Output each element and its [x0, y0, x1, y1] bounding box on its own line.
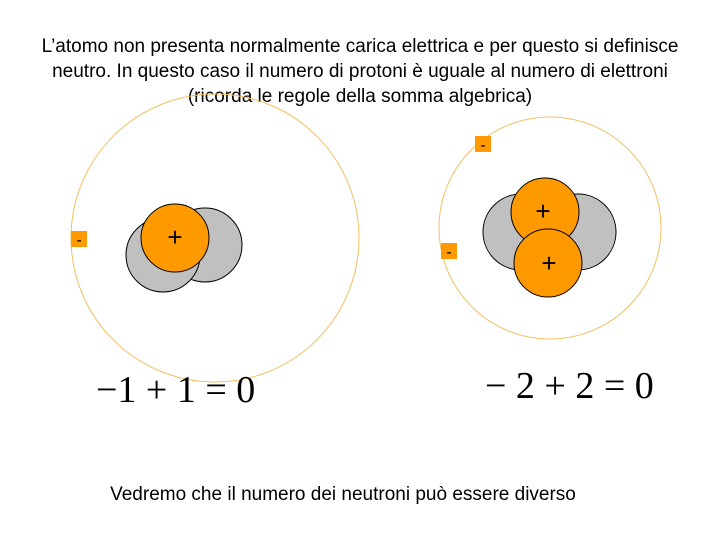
proton-left-symbol: + [167, 222, 183, 252]
equation-left: −1 + 1 = 0 [96, 369, 256, 411]
electron-left-symbol: - [76, 232, 82, 249]
atom-right [439, 117, 661, 339]
intro-line-3: (ricorda le regole della somma algebrica) [187, 86, 533, 107]
footer-text: Vedremo che il numero dei neutroni può essere diverso [110, 484, 576, 505]
proton-right-2-symbol: + [541, 248, 557, 278]
intro-line-1: L’atomo non presenta normalmente carica elettrica e per questo si definisce [41, 36, 679, 57]
equation-right: − 2 + 2 = 0 [485, 365, 654, 407]
proton-right-1-symbol: + [535, 196, 551, 226]
electron-right-1-symbol: - [480, 137, 486, 154]
intro-line-2: neutro. In questo caso il numero di protoni è uguale al numero di elettroni [52, 61, 668, 82]
electron-right-2-symbol: - [446, 244, 452, 261]
atom-left [71, 94, 359, 382]
